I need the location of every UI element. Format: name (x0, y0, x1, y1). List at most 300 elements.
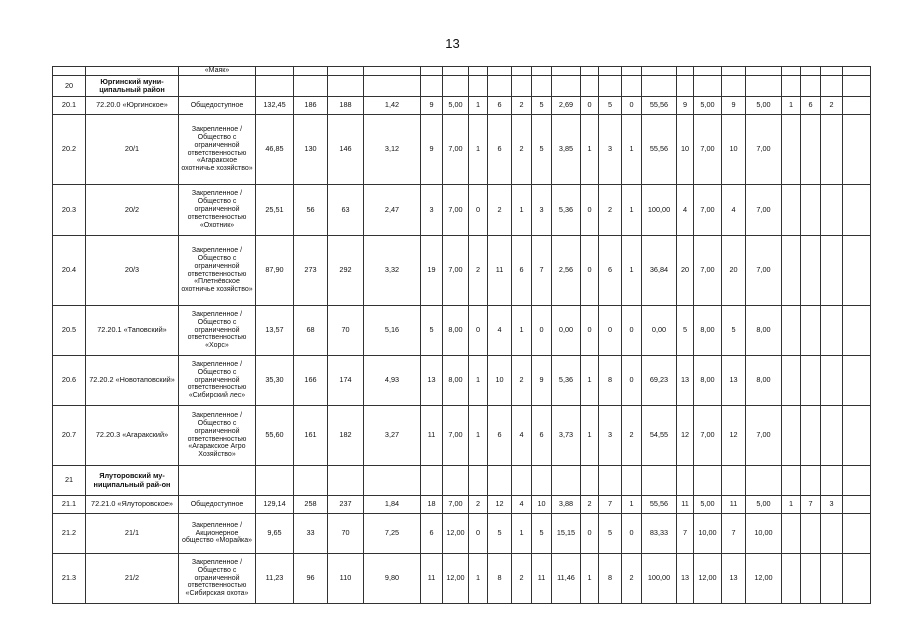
table-row (53, 306, 871, 356)
table-cell: 2 (599, 185, 622, 236)
table-cell: 9 (421, 115, 443, 185)
table-cell: 1 (469, 356, 488, 406)
table-cell (801, 406, 821, 466)
table-cell: 1 (622, 496, 642, 514)
hunting-ground-cell: Ялуторовский му-ниципальный рай-он (86, 466, 179, 496)
table-cell: 1,84 (364, 496, 421, 514)
table-cell: 33 (294, 514, 328, 554)
table-cell (469, 76, 488, 97)
table-row (53, 236, 871, 306)
table-cell: 0 (599, 306, 622, 356)
table-cell: 18 (421, 496, 443, 514)
table-cell: 36,84 (642, 236, 677, 306)
table-cell: 13 (722, 554, 746, 604)
table-cell: 3,12 (364, 115, 421, 185)
table-cell: 12,00 (746, 554, 782, 604)
table-cell: 55,56 (642, 115, 677, 185)
table-cell (801, 115, 821, 185)
hunting-ground-cell: 72.20.3 «Агаракский» (86, 406, 179, 466)
table-cell (782, 76, 801, 97)
table-cell (256, 76, 294, 97)
table-cell: 12,00 (443, 554, 469, 604)
table-cell: 8 (599, 356, 622, 406)
table-cell: 292 (328, 236, 364, 306)
table-cell: 0 (622, 306, 642, 356)
hunting-ground-cell: Юргинский муни-ципальный район (86, 76, 179, 97)
table-cell (821, 514, 843, 554)
table-cell (782, 67, 801, 76)
table-cell: 9 (677, 97, 694, 115)
table-cell (469, 67, 488, 76)
table-cell: 2,69 (552, 97, 581, 115)
category-cell: Закрепленное / Общество с ограниченной ответственностью «Охотник» (179, 185, 256, 236)
table-cell: 5 (421, 306, 443, 356)
row-number-cell: 20.5 (53, 306, 86, 356)
table-cell: 11 (532, 554, 552, 604)
table-cell (801, 67, 821, 76)
table-cell: 8 (488, 554, 512, 604)
table-cell: 5,00 (746, 496, 782, 514)
table-cell: 1 (622, 236, 642, 306)
table-cell: 7,00 (694, 236, 722, 306)
table-cell (469, 466, 488, 496)
table-cell (821, 115, 843, 185)
table-row (53, 406, 871, 466)
district-row (53, 76, 871, 97)
category-cell (179, 466, 256, 496)
table-cell: 2 (821, 97, 843, 115)
table-cell: 2 (512, 356, 532, 406)
table-cell: 11 (722, 496, 746, 514)
table-cell: 35,30 (256, 356, 294, 406)
table-cell: 7,00 (746, 406, 782, 466)
table-cell: 13 (677, 356, 694, 406)
table-cell (599, 466, 622, 496)
table-cell: 2 (469, 236, 488, 306)
table-cell (552, 466, 581, 496)
table-cell: 10,00 (694, 514, 722, 554)
table-cell (328, 466, 364, 496)
table-cell: 12,00 (694, 554, 722, 604)
table-cell: 5 (599, 514, 622, 554)
table-cell (782, 115, 801, 185)
table-cell (488, 76, 512, 97)
table-cell: 6 (421, 514, 443, 554)
table-cell (843, 76, 871, 97)
table-cell: 0 (469, 185, 488, 236)
table-cell (746, 67, 782, 76)
district-row (53, 466, 871, 496)
table-cell: 7 (599, 496, 622, 514)
table-cell (694, 67, 722, 76)
row-number-cell: 21.2 (53, 514, 86, 554)
table-cell (801, 185, 821, 236)
table-cell (421, 76, 443, 97)
table-cell: 273 (294, 236, 328, 306)
table-cell: 5 (532, 115, 552, 185)
table-cell (821, 185, 843, 236)
table-cell: 7,00 (694, 115, 722, 185)
table-cell: 2 (581, 496, 599, 514)
row-number-cell: 20.7 (53, 406, 86, 466)
table-cell (294, 76, 328, 97)
table-cell: 1 (782, 496, 801, 514)
table-cell: 5,16 (364, 306, 421, 356)
table-cell: 186 (294, 97, 328, 115)
table-cell: 10,00 (746, 514, 782, 554)
table-cell (488, 466, 512, 496)
page-number: 13 (445, 36, 460, 51)
table-cell: 1 (512, 306, 532, 356)
table-cell: 11 (421, 554, 443, 604)
table-cell: 11,46 (552, 554, 581, 604)
table-cell: 110 (328, 554, 364, 604)
table-cell: 55,60 (256, 406, 294, 466)
table-cell: 56 (294, 185, 328, 236)
table-cell: 7,00 (746, 185, 782, 236)
table-cell: 10 (722, 115, 746, 185)
table-cell (443, 76, 469, 97)
table-cell (801, 306, 821, 356)
table-cell: 7,00 (443, 185, 469, 236)
table-row (53, 496, 871, 514)
table-cell (532, 466, 552, 496)
table-cell (782, 306, 801, 356)
table-cell (843, 514, 871, 554)
table-cell: 0 (622, 356, 642, 406)
table-cell: 7,00 (443, 115, 469, 185)
table-cell: 8,00 (443, 306, 469, 356)
table-cell: 68 (294, 306, 328, 356)
table-cell: 13,57 (256, 306, 294, 356)
table-cell (801, 466, 821, 496)
table-cell: 96 (294, 554, 328, 604)
table-cell (746, 466, 782, 496)
table-cell (801, 356, 821, 406)
table-cell: 55,56 (642, 97, 677, 115)
table-cell: 7,00 (746, 236, 782, 306)
hunting-ground-cell (86, 67, 179, 76)
table-cell (843, 406, 871, 466)
table-cell (843, 496, 871, 514)
table-cell: 13 (722, 356, 746, 406)
table-cell: 87,90 (256, 236, 294, 306)
table-cell (843, 306, 871, 356)
table-cell: 3 (532, 185, 552, 236)
table-cell: 4 (488, 306, 512, 356)
table-cell: 100,00 (642, 554, 677, 604)
table-cell: 146 (328, 115, 364, 185)
table-cell (421, 466, 443, 496)
table-cell: 0 (622, 514, 642, 554)
table-cell: 11 (421, 406, 443, 466)
table-cell (512, 76, 532, 97)
table-row (53, 67, 871, 76)
table-cell (581, 76, 599, 97)
table-cell: 0,00 (552, 306, 581, 356)
table-cell (328, 76, 364, 97)
table-cell: 237 (328, 496, 364, 514)
table-cell: 4 (512, 496, 532, 514)
table-cell: 174 (328, 356, 364, 406)
table-cell (843, 554, 871, 604)
table-cell: 5,36 (552, 185, 581, 236)
table-cell: 6 (488, 406, 512, 466)
table-cell (821, 554, 843, 604)
table-cell: 1 (512, 185, 532, 236)
table-cell (694, 76, 722, 97)
table-cell: 3 (599, 406, 622, 466)
table-cell: 7 (532, 236, 552, 306)
table-cell (801, 76, 821, 97)
data-table (52, 66, 871, 604)
table-cell: 4 (722, 185, 746, 236)
table-cell: 6 (488, 97, 512, 115)
table-cell: 12 (677, 406, 694, 466)
table-cell: 5,00 (443, 97, 469, 115)
table-cell (782, 466, 801, 496)
table-cell (532, 67, 552, 76)
table-cell: 3 (821, 496, 843, 514)
table-cell: 8 (599, 554, 622, 604)
table-cell: 8,00 (694, 306, 722, 356)
table-cell: 1 (581, 406, 599, 466)
table-cell (364, 67, 421, 76)
table-cell: 8,00 (746, 356, 782, 406)
table-cell (694, 466, 722, 496)
category-cell: Закрепленное / Общество с ограниченной ответственностью «Агаракское охотничье хозяйство» (179, 115, 256, 185)
table-cell: 10 (488, 356, 512, 406)
table-cell (581, 466, 599, 496)
table-row (53, 554, 871, 604)
table-cell: 1,42 (364, 97, 421, 115)
table-cell: 5 (532, 514, 552, 554)
table-cell: 0 (581, 97, 599, 115)
table-cell (782, 406, 801, 466)
table-cell (443, 67, 469, 76)
table-cell (677, 466, 694, 496)
table-cell: 2 (469, 496, 488, 514)
table-cell: 1 (622, 115, 642, 185)
table-cell: 1 (581, 115, 599, 185)
table-cell: 1 (622, 185, 642, 236)
table-cell: 11 (677, 496, 694, 514)
table-cell: 19 (421, 236, 443, 306)
category-cell: Общедоступное (179, 496, 256, 514)
table-cell: 1 (469, 115, 488, 185)
table-cell: 13 (421, 356, 443, 406)
table-cell: 2 (512, 97, 532, 115)
table-cell: 4 (512, 406, 532, 466)
table-cell: 0 (581, 185, 599, 236)
table-cell: 13 (677, 554, 694, 604)
category-cell: Общедоступное (179, 97, 256, 115)
category-cell: Закрепленное / Акционерное общество «Морайка» (179, 514, 256, 554)
table-cell: 7,25 (364, 514, 421, 554)
category-cell: Закрепленное / Общество с ограниченной ответственностью «Сибирский лес» (179, 356, 256, 406)
table-cell: 9 (532, 356, 552, 406)
table-cell: 5 (722, 306, 746, 356)
table-cell (364, 466, 421, 496)
table-cell (821, 306, 843, 356)
table-cell: 63 (328, 185, 364, 236)
table-cell (512, 466, 532, 496)
row-number-cell: 21.1 (53, 496, 86, 514)
table-cell (622, 67, 642, 76)
table-cell (421, 67, 443, 76)
table-row (53, 115, 871, 185)
table-cell: 161 (294, 406, 328, 466)
table-cell (256, 466, 294, 496)
table-cell: 1 (469, 406, 488, 466)
table-cell (622, 466, 642, 496)
table-row (53, 514, 871, 554)
table-cell (256, 67, 294, 76)
table-cell (512, 67, 532, 76)
table-cell: 83,33 (642, 514, 677, 554)
table-cell: 0 (581, 514, 599, 554)
table-cell: 0,00 (642, 306, 677, 356)
table-cell: 5,00 (694, 97, 722, 115)
table-cell: 20 (677, 236, 694, 306)
table-row (53, 356, 871, 406)
table-cell: 6 (599, 236, 622, 306)
table-cell: 9 (421, 97, 443, 115)
table-cell (722, 466, 746, 496)
table-cell: 9,65 (256, 514, 294, 554)
table-cell (722, 67, 746, 76)
table-cell (821, 67, 843, 76)
table-cell: 5 (677, 306, 694, 356)
table-cell: 2 (622, 406, 642, 466)
table-cell (821, 356, 843, 406)
table-cell (294, 67, 328, 76)
table-cell: 9 (722, 97, 746, 115)
table-cell (843, 356, 871, 406)
hunting-ground-cell: 72.20.2 «Новотаповский» (86, 356, 179, 406)
table-cell: 0 (581, 236, 599, 306)
table-cell (722, 76, 746, 97)
table-cell: 129,14 (256, 496, 294, 514)
table-cell: 55,56 (642, 496, 677, 514)
table-cell (581, 67, 599, 76)
table-cell (782, 185, 801, 236)
row-number-cell: 21.3 (53, 554, 86, 604)
category-cell: Закрепленное /Общество с ограниченной ответственностью «Плетнёвское охотничье хозяйство» (179, 236, 256, 306)
table-cell (821, 406, 843, 466)
table-cell: 7,00 (746, 115, 782, 185)
table-cell (843, 236, 871, 306)
category-cell: Закрепленное / Общество с ограниченной ответственностью «Хорс» (179, 306, 256, 356)
table-cell: 70 (328, 514, 364, 554)
hunting-ground-cell: 21/2 (86, 554, 179, 604)
table-cell: 9,80 (364, 554, 421, 604)
category-cell: Закрепленное / Общество с ограниченной ответственностью «Агаракское Агро Хозяйство» (179, 406, 256, 466)
table-cell: 5,00 (746, 97, 782, 115)
table-cell: 130 (294, 115, 328, 185)
table-cell: 11 (488, 236, 512, 306)
table-cell: 54,55 (642, 406, 677, 466)
table-cell: 0 (532, 306, 552, 356)
table-cell: 2 (622, 554, 642, 604)
table-cell: 0 (469, 514, 488, 554)
table-cell (532, 76, 552, 97)
table-cell: 1 (782, 97, 801, 115)
table-cell: 6 (488, 115, 512, 185)
table-cell: 8,00 (443, 356, 469, 406)
table-cell: 6 (512, 236, 532, 306)
table-cell: 7,00 (694, 185, 722, 236)
table-cell (821, 236, 843, 306)
table-cell: 10 (532, 496, 552, 514)
table-cell: 5,00 (694, 496, 722, 514)
table-row (53, 97, 871, 115)
table-cell (821, 466, 843, 496)
table-cell: 8,00 (694, 356, 722, 406)
table-cell: 7,00 (443, 406, 469, 466)
table-cell: 4 (677, 185, 694, 236)
table-cell (746, 76, 782, 97)
table-cell (843, 466, 871, 496)
table-cell: 1 (469, 554, 488, 604)
table-cell (782, 356, 801, 406)
hunting-ground-cell: 20/3 (86, 236, 179, 306)
table-cell: 166 (294, 356, 328, 406)
table-cell: 2 (512, 554, 532, 604)
table-cell: 8,00 (746, 306, 782, 356)
table-cell: 46,85 (256, 115, 294, 185)
table-cell: 12,00 (443, 514, 469, 554)
table-cell: 7 (801, 496, 821, 514)
table-cell: 20 (722, 236, 746, 306)
table-cell: 3 (421, 185, 443, 236)
table-cell: 6 (801, 97, 821, 115)
table-row (53, 185, 871, 236)
table-cell: 2,56 (552, 236, 581, 306)
table-cell (642, 67, 677, 76)
table-cell: 3,27 (364, 406, 421, 466)
table-cell: 5 (488, 514, 512, 554)
table-cell: 2 (512, 115, 532, 185)
table-cell (642, 76, 677, 97)
table-cell: 3,88 (552, 496, 581, 514)
category-cell: «Маяк» (179, 67, 256, 76)
table-cell: 0 (581, 306, 599, 356)
table-cell: 1 (469, 97, 488, 115)
row-number-cell: 20.6 (53, 356, 86, 406)
table-cell: 188 (328, 97, 364, 115)
table-cell (328, 67, 364, 76)
hunting-ground-cell: 20/1 (86, 115, 179, 185)
table-cell: 5 (599, 97, 622, 115)
table-cell: 7 (722, 514, 746, 554)
table-cell: 2 (488, 185, 512, 236)
table-cell (677, 76, 694, 97)
table-cell: 7,00 (443, 236, 469, 306)
table-cell (843, 185, 871, 236)
table-cell: 1 (581, 356, 599, 406)
row-number-cell: 21 (53, 466, 86, 496)
table-cell: 7 (677, 514, 694, 554)
table-cell (443, 466, 469, 496)
table-cell: 7,00 (443, 496, 469, 514)
table-cell (622, 76, 642, 97)
table-cell: 1 (512, 514, 532, 554)
hunting-ground-cell: 20/2 (86, 185, 179, 236)
table-cell: 12 (722, 406, 746, 466)
hunting-ground-cell: 72.20.1 «Таповский» (86, 306, 179, 356)
category-cell: Закрепленное / Общество с ограниченной ответственностью «Сибирская охота» (179, 554, 256, 604)
